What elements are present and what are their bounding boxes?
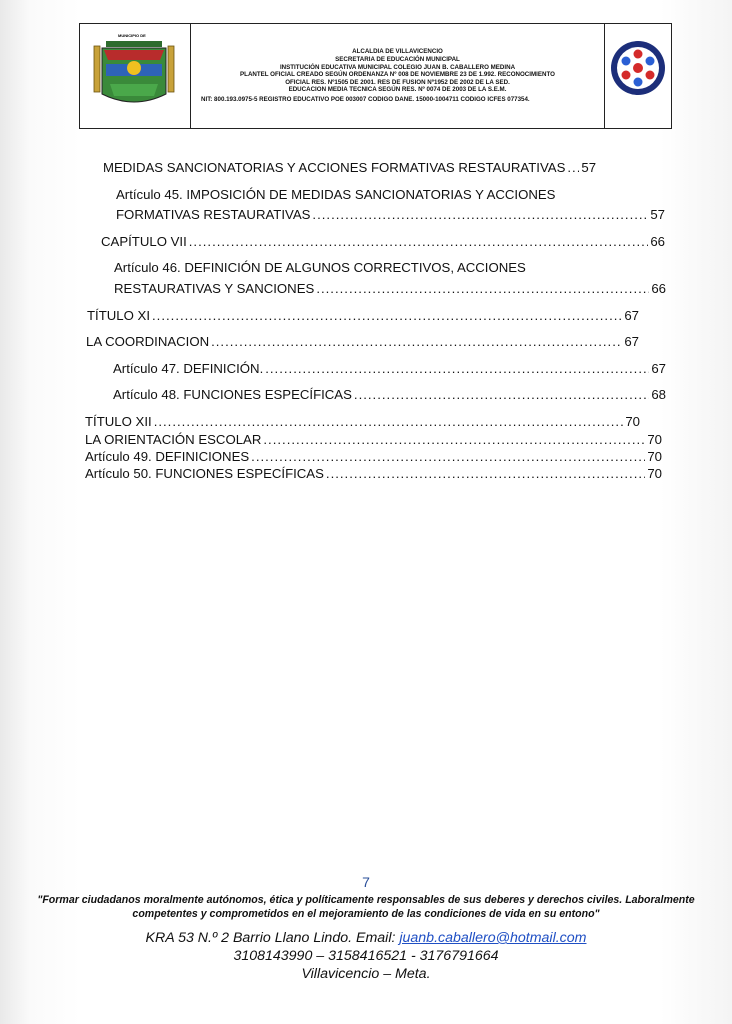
city: Villavicencio – Meta. [301, 966, 431, 982]
toc-entry: Artículo 47. DEFINICIÓN. ..... 67 [113, 361, 666, 376]
toc-entry: LA COORDINACION ..... 67 [86, 334, 639, 349]
toc-entry: Artículo 45. IMPOSICIÓN DE MEDIDAS SANCIONATORIAS Y ACCIONES [116, 187, 556, 202]
toc-entry: FORMATIVAS RESTAURATIVAS ..... 57 [116, 207, 665, 222]
motto-line-2: competentes y comprometidos en el mejoramiento de las condiciones de vida en su entono" [132, 908, 600, 920]
letterhead-text [191, 24, 605, 128]
svg-text:MUNICIPIO DE: MUNICIPIO DE [118, 33, 146, 38]
contact-info [0, 929, 732, 983]
toc-entry: MEDIDAS SANCIONATORIAS Y ACCIONES FORMATIVAS RESTAURATIVAS ..... 57 [103, 160, 665, 175]
toc-entry: RESTAURATIVAS Y SANCIONES ..... 66 [114, 281, 666, 296]
page-number: 7 [362, 874, 370, 890]
toc-entry: Artículo 48. FUNCIONES ESPECÍFICAS ..... 68 [113, 387, 666, 402]
header-line-1: ALCALDIA DE VILLAVICENCIO [352, 48, 443, 56]
address-line [0, 929, 732, 947]
header-line-2: SECRETARIA DE EDUCACIÓN MUNICIPAL [335, 56, 460, 64]
toc-entry: Artículo 46. DEFINICIÓN DE ALGUNOS CORRECTIVOS, ACCIONES [114, 260, 526, 275]
header-line-4: PLANTEL OFICIAL CREADO SEGÚN ORDENANZA Nº 008 DE NOVIEMBRE 23 DE 1.992. RECONOCIMIENTO [240, 71, 555, 79]
header-line-3: INSTITUCIÓN EDUCATIVA MUNICIPAL COLEGIO JUAN B. CABALLERO MEDINA [279, 63, 516, 71]
toc-entry: TÍTULO XII ..... 70 [85, 414, 640, 429]
municipality-logo [80, 24, 191, 128]
header-line-7: NIT: 800.193.0975-5 REGISTRO EDUCATIVO POE 003007 CODIGO DANE. 15000-1004711 CODIGO ICFES 077354. [201, 95, 530, 103]
school-motto [0, 893, 732, 921]
toc-entry: Artículo 50. FUNCIONES ESPECÍFICAS ..... 70 [85, 466, 662, 481]
school-logo [605, 24, 671, 128]
phone-numbers: 3108143990 – 3158416521 - 3176791664 [233, 948, 499, 964]
address-text: KRA 53 N.º 2 Barrio Llano Lindo. Email: [145, 930, 400, 946]
toc-entry: TÍTULO XI ..... 67 [87, 308, 639, 323]
motto-line-1: "Formar ciudadanos moralmente autónomos, ética y políticamente responsables de sus deberes y derechos civiles. Laboralmente [37, 894, 695, 906]
email-link[interactable]: juanb.caballero@hotmail.com [399, 930, 587, 946]
toc-entry: Artículo 49. DEFINICIONES ..... 70 [85, 449, 662, 464]
header-line-6: EDUCACION MEDIA TECNICA SEGÚN RES. Nº 0074 DE 2003 DE LA S.E.M. [288, 86, 507, 94]
letterhead [79, 23, 672, 129]
toc-entry: LA ORIENTACIÓN ESCOLAR ..... 70 [85, 432, 662, 447]
header-line-5: OFICIAL RES. Nº1505 DE 2001. RES DE FUSION Nº1952 DE 2002 DE LA SED. [285, 78, 510, 86]
toc-entry: CAPÍTULO VII ..... 66 [101, 234, 665, 249]
